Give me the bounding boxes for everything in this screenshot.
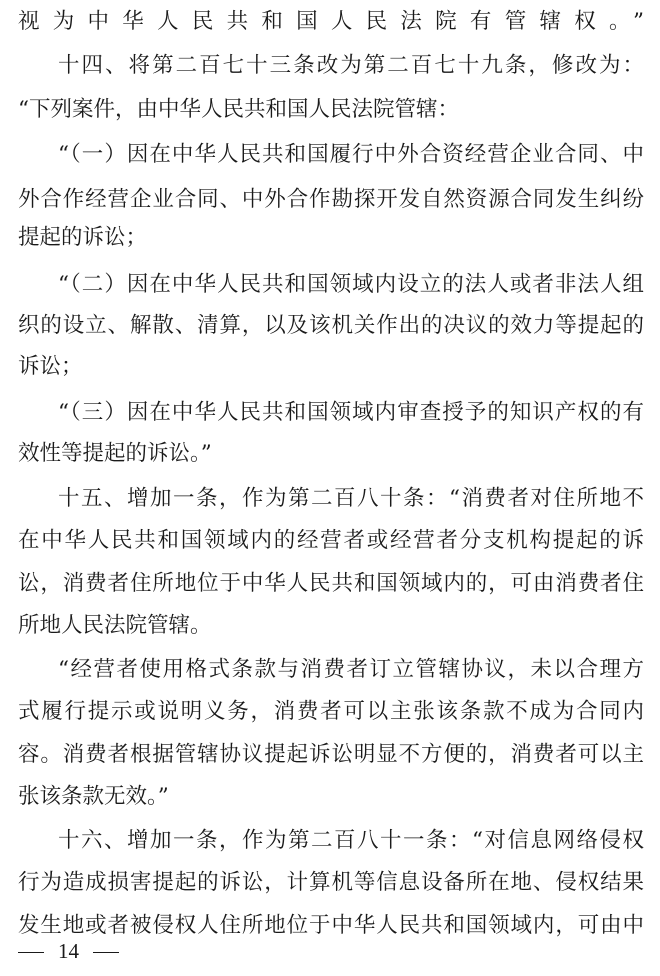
text-line: 提起的诉讼； [18, 225, 148, 250]
text-line: 织的设立、解散、清算，以及该机关作出的决议的效力等提起的 [18, 313, 644, 338]
text-line: 行为造成损害提起的诉讼，计算机等信息设备所在地、侵权结果 [18, 870, 644, 895]
text-line: “（一）因在中华人民共和国履行中外合资经营企业合同、中 [58, 142, 644, 167]
text-line: 外合作经营企业合同、中外合作勘探开发自然资源合同发生纠纷 [18, 187, 644, 212]
text-line: 讼，消费者住所地位于中华人民共和国领域内的，可由消费者住 [18, 571, 644, 596]
footer-dash-left [18, 952, 44, 954]
page-number: 14 [58, 939, 79, 963]
text-line: 式履行提示或说明义务，消费者可以主张该条款不成为合同内 [18, 699, 644, 724]
text-line: “经营者使用格式条款与消费者订立管辖协议，未以合理方 [58, 657, 644, 682]
text-line: 张该条款无效。” [18, 784, 169, 809]
text-line: 十四、将第二百七十三条改为第二百七十九条，修改为： [58, 53, 644, 78]
text-line: 十六、增加一条，作为第二百八十一条：“对信息网络侵权 [58, 828, 644, 853]
text-line: 十五、增加一条，作为第二百八十条：“消费者对住所地不 [58, 486, 644, 511]
text-line: “（三）因在中华人民共和国领域内审查授予的知识产权的有 [58, 400, 644, 425]
footer-dash-right [93, 952, 119, 954]
text-line: 发生地或者被侵权人住所地位于中华人民共和国领域内，可由中 [18, 913, 644, 938]
text-line: 诉讼； [18, 354, 83, 379]
text-line: 效性等提起的诉讼。” [18, 441, 212, 466]
text-line: 所地人民法院管辖。 [18, 613, 212, 638]
page-footer [18, 936, 119, 966]
text-line: 容。消费者根据管辖协议提起诉讼明显不方便的，消费者可以主 [18, 742, 644, 767]
text-line: 视为中华人民共和国人民法院有管辖权。” [18, 9, 644, 34]
text-line: “（二）因在中华人民共和国领域内设立的法人或者非法人组 [58, 272, 644, 297]
text-line: “下列案件，由中华人民共和国人民法院管辖： [18, 97, 459, 122]
text-line: 在中华人民共和国领域内的经营者或经营者分支机构提起的诉 [18, 528, 644, 553]
